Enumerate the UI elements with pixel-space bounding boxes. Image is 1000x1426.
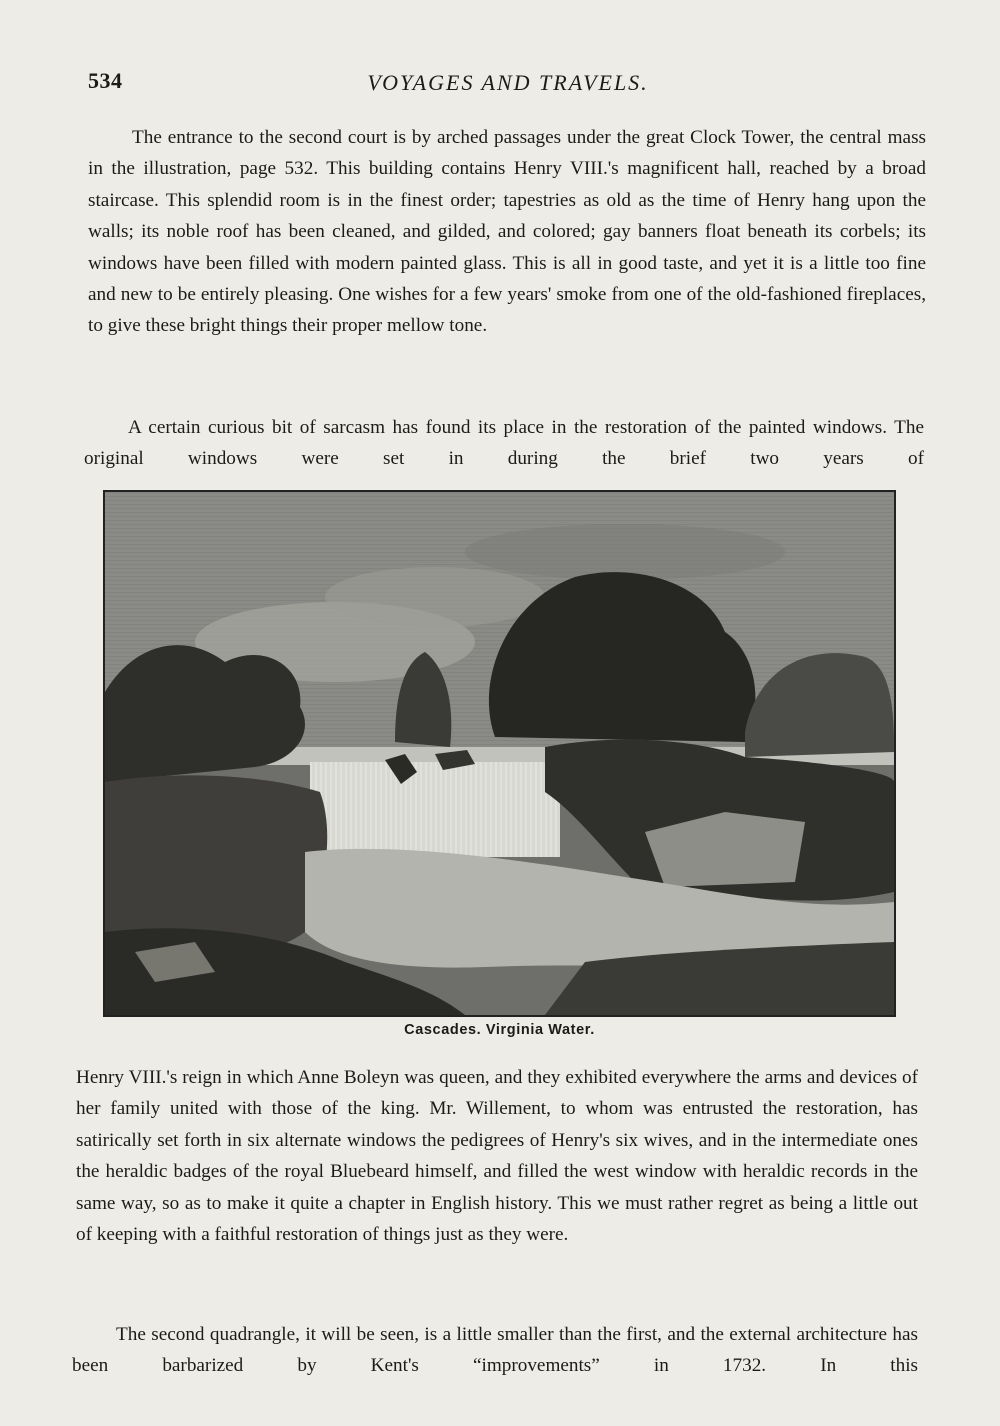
- body-paragraph-2: A certain curious bit of sarcasm has found its place in the restoration of the painted windows. The original windows were set in during the brief two years of: [84, 417, 924, 470]
- cloud: [325, 567, 545, 627]
- tree-left: [105, 645, 305, 782]
- body-paragraph-4: The second quadrangle, it will be seen, is a little smaller than the first, and the external architecture has been barbarized by Kent's “improvements” in 1732. In this: [72, 1324, 918, 1377]
- page-header: [88, 66, 928, 102]
- waterfall-engraving: [105, 492, 894, 1015]
- cloud: [465, 524, 785, 580]
- page-number: 534: [88, 68, 123, 93]
- figure-caption: Cascades. Virginia Water.: [404, 1022, 595, 1038]
- body-paragraph-3: Henry VIII.'s reign in which Anne Boleyn was queen, and they exhibited everywhere the arms and devices of her family united with those of the king. Mr. Willement, to whom was entrusted the restoration, has satirically set forth in six alternate windows the pedigrees of Henry's six wives, and in the intermediate ones the heraldic badges of the royal Bluebeard himself, and filled the west window with heraldic records in the same way, so as to make it quite a chapter in English history. This we must rather regret as being a little out of keeping with a faithful restoration of things just as they were.: [76, 1067, 918, 1246]
- running-title: VOYAGES AND TRAVELS.: [367, 70, 649, 95]
- engraving-illustration: [103, 490, 896, 1017]
- body-paragraph-1: The entrance to the second court is by arched passages under the great Clock Tower, the central mass in the illustration, page 532. This building contains Henry VIII.'s magnificent hall, reached by a broad staircase. This splendid room is in the finest order; tapestries as old as the time of Henry hang upon the walls; its noble roof has been cleaned, and gilded, and colored; gay banners float beneath its corbels; its windows have been filled with modern painted glass. This is all in good taste, and yet it is a little too fine and new to be entirely pleasing. One wishes for a few years' smoke from one of the old-fashioned fireplaces, to give these bright things their proper mellow tone.: [88, 127, 926, 337]
